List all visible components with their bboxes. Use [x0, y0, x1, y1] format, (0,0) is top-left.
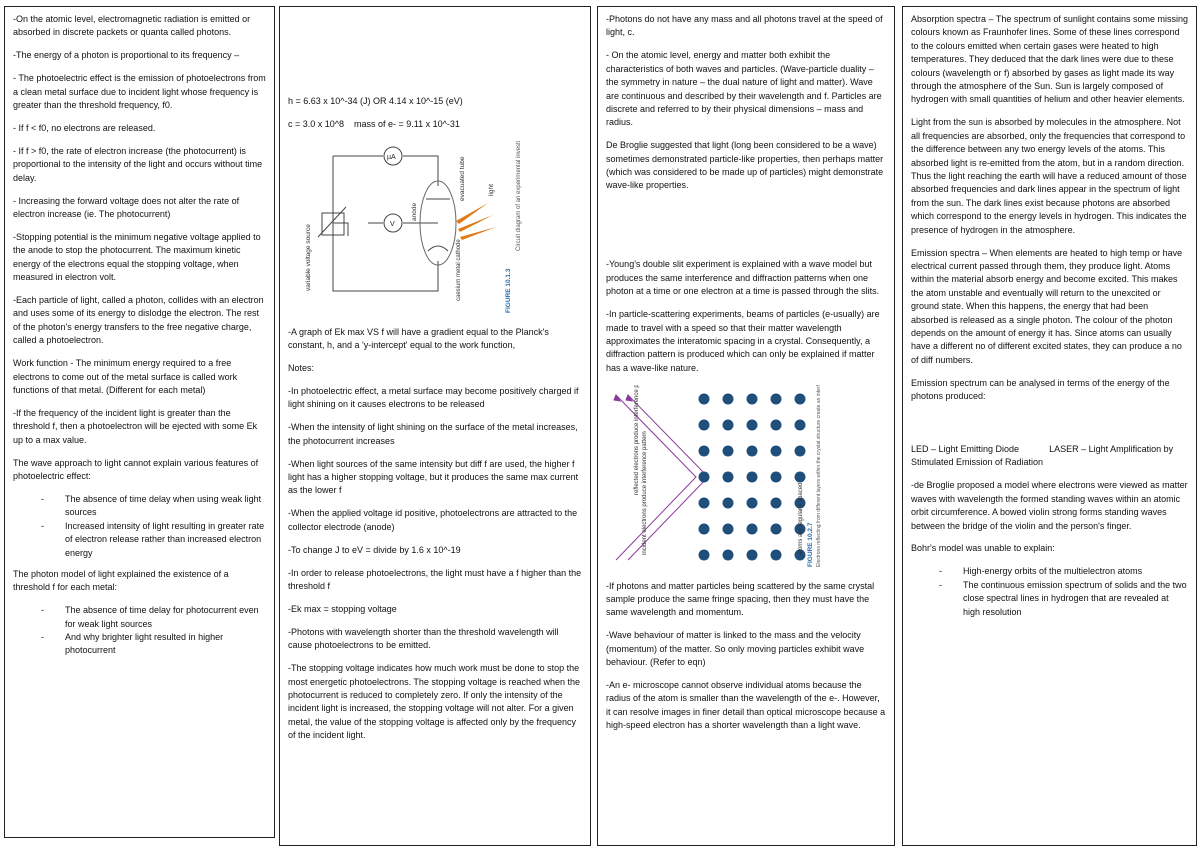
column-2 — [279, 6, 591, 846]
paragraph: Absorption spectra – The spectrum of sunlight contains some missing colours known as Fraunhofer lines. Some of these lines correspond to the colours emitted when certain gases were heated to high temperatures. They deduced that the dark lines were due to these colours (wavelength or f) absorbed by gases as light made its way through the atmosphere of the Sun. Sun is largely composed of hydrogen with small quantities of helium and other heavier elements. — [911, 14, 1188, 105]
column-4 — [902, 6, 1197, 846]
bullet-list — [13, 604, 266, 658]
list-item: - Increased intensity of light resulting in greater rate of electron release rather than increased electron energy — [65, 520, 266, 560]
paragraph: -In photoelectric effect, a metal surface may become positively charged if light shining on it causes electrons to be released — [288, 386, 579, 410]
atom — [747, 497, 758, 508]
paragraph: -Wave behaviour of matter is linked to the mass and the velocity (momentum) of the matter. So only moving particles exhibit wave behaviour. (Refer to eqn) — [606, 630, 865, 668]
atom — [747, 523, 758, 534]
atom — [747, 419, 758, 430]
paragraph: -The stopping voltage indicates how much work must be done to stop the most energetic photoelectrons. The stopping voltage is reached when the photocurrent is reduced to completely zero. If only the intensity of the incident light is increased, the stopping voltage will not alter. For a given metal, the value of the stopping voltage is affected only by the frequency of the incident light. — [288, 663, 581, 741]
atom — [795, 445, 806, 456]
reflected-label: reflected electrons produce interference pattern — [634, 384, 640, 495]
paragraph: -If photons and matter particles being scattered by the same crystal sample produce the same fringe spacing, then they must have the same wavelength and momentum. — [606, 580, 875, 618]
atom — [699, 497, 710, 508]
atom — [771, 523, 782, 534]
paragraph: -A graph of Ek max VS f will have a gradient equal to the Planck's constant, h, and a 'y-intercept' equal to the work function, — [288, 326, 549, 351]
atom — [747, 549, 758, 560]
figure-caption: Electrons reflecting from different layers within the crystal structure create an interference pattern like those produced by a diffraction grating. — [816, 384, 822, 567]
atom — [699, 471, 710, 482]
anode-label: anode — [411, 202, 418, 221]
atom — [771, 393, 782, 404]
list-item: - The continuous emission spectrum of solids and the two close spectral lines in hydrogen that are revealed at high resolution — [963, 579, 1188, 619]
atom — [723, 549, 734, 560]
atom — [771, 419, 782, 430]
diffraction-diagram — [606, 385, 846, 570]
paragraph: -An e- microscope cannot observe individual atoms because the radius of the atom is smaller than the wavelength of the e-. However, it can resolve images in finer detail than optical microscope because a high-speed electron has a shorter wavelength than a light wave. — [606, 680, 886, 731]
atom — [699, 393, 710, 404]
equation: h = 6.63 x 10^-34 (J) OR 4.14 x 10^-15 (eV) — [288, 96, 463, 106]
paragraph: -When light sources of the same intensity but diff f are used, the higher f light has a higher stopping voltage, but it produces the same max current as the lower f — [288, 458, 579, 496]
atom — [795, 471, 806, 482]
atom — [747, 393, 758, 404]
bullet-list — [13, 493, 266, 560]
paragraph: The photon model of light explained the existence of a threshold f for each metal: — [13, 568, 229, 593]
atom — [747, 471, 758, 482]
column-1 — [4, 6, 275, 838]
paragraph: -In particle-scattering experiments, beams of particles (e-usually) are made to travel with a speed so that their matter wavelength approximates the interatomic spacing in a crystal. Consequently, a diffraction pattern is produced which can only be explained if matter has a wave-like nature. — [606, 309, 880, 373]
paragraph: -de Broglie proposed a model where electrons were viewed as matter waves with wavelength the formed standing waves within an atomic orbit circumference. A bowed violin strong forms standing waves between the bridge of the violin and the person's finger. — [911, 480, 1188, 531]
paragraph: - The photoelectric effect is the emission of photoelectrons from a clean metal surface due to incident light whose frequency is greater than the threshold frequency, f0. — [13, 73, 266, 111]
paragraph: LED – Light Emitting Diode LASER – Light Amplification by Stimulated Emission of Radiation — [911, 443, 1176, 468]
list-item: - The absence of time delay when using weak light sources — [65, 493, 266, 520]
paragraph: -In order to release photoelectrons, the light must have a f higher than the threshold f — [288, 567, 582, 591]
list-item: - High-energy orbits of the multielectron atoms — [963, 565, 1188, 578]
cathode-label: caesium metal cathode — [456, 239, 462, 301]
paragraph: -The energy of a photon is proportional to its frequency – — [13, 50, 240, 61]
paragraph: -Stopping potential is the minimum negative voltage applied to the anode to stop the photocurrent. The maximum kinetic energy of the electrons equal the stopping voltage, when measured in electron volt. — [13, 231, 261, 283]
atom — [723, 523, 734, 534]
list-item: - And why brighter light resulted in higher photocurrent — [65, 631, 266, 658]
paragraph: - On the atomic level, energy and matter both exhibit the characteristics of both waves and particles. (Wave-particle duality – the symmetry in nature – the dual nature of light and matter). Wave are continuous and described by their wavelength and f. Particles are discrete and referred to by their physical dimensions – mass and radius. — [606, 50, 882, 128]
paragraph: Bohr's model was unable to explain: — [911, 543, 1055, 554]
atom — [699, 445, 710, 456]
paragraph: Emission spectra – When elements are heated to high temp or have electrical current passed through them, they produce light. Atoms within the material absorb energy and become excited. This makes the atom unstable and eventually will return to the unexcited or ground state. When this happens, the energy that had been absorbed is released as a single photon. The colour of the photon depends on the amount of energy it has. Since atoms can usually have a different no of different excited states, they can produce a no of diff numbers. — [911, 247, 1183, 365]
diffraction-figure — [606, 385, 886, 572]
circuit-diagram — [288, 141, 528, 316]
paragraph: Work function - The minimum energy required to a free electrons to come out of the metal surface is called work functions of that metal. (Different for each metal) — [13, 358, 238, 395]
atom — [795, 419, 806, 430]
paragraph: -On the atomic level, electromagnetic radiation is emitted or absorbed in discrete packets or quanta called photons. — [13, 14, 251, 38]
paragraph: - Increasing the forward voltage does not alter the rate of electron increase (ie. The photocurrent) — [13, 195, 240, 219]
light-label: light — [488, 183, 495, 196]
voltmeter-label: V — [390, 220, 395, 228]
paragraph: -To change J to eV = divide by 1.6 x 10^-19 — [288, 544, 461, 555]
figure-number: FIGURE 10.1.3 — [505, 268, 512, 313]
atom — [771, 471, 782, 482]
paragraph: -Photons do not have any mass and all photons travel at the speed of light, c. — [606, 14, 883, 38]
atom — [771, 445, 782, 456]
paragraph: -Photons with wavelength shorter than the threshold wavelength will cause photoelectrons to be emitted. — [288, 626, 559, 651]
atom — [771, 497, 782, 508]
paragraph: -Ek max = stopping voltage — [288, 603, 397, 614]
figure-caption: Circuit diagram of an experimental investigation of the photoelectric effect — [516, 140, 522, 251]
atom — [699, 419, 710, 430]
paragraph: Light from the sun is absorbed by molecules in the atmosphere. Not all frequencies are absorbed, only the frequencies that correspond to the difference between any two energy levels of the atoms. This absorbed light is re-emitted from the atom, but in a random direction. Thus the light reaching the earth will have a reduced amount of those absorbed frequencies and dark lines appear in the spectrum of light from the sun. The dark lines exist because photons are absorbed which correspond to the energy levels in hydrogen. This indicates the presence of hydrogen in the atmosphere. — [911, 117, 1187, 235]
circuit-figure — [288, 141, 582, 318]
column-3 — [597, 6, 895, 846]
atom — [771, 549, 782, 560]
paragraph: The wave approach to light cannot explain various features of photoelectric effect: — [13, 457, 259, 481]
paragraph: -Each particle of light, called a photon, collides with an electron and uses some of its energy to dislodge the electron. The rest of the photon's energy transfers to the free negative charge, called a photoelectron. — [13, 295, 264, 346]
paragraph: Emission spectrum can be analysed in terms of the energy of the photons produced: — [911, 377, 1170, 402]
bullet-list — [911, 565, 1188, 619]
equation: c = 3.0 x 10^8 mass of e- = 9.11 x 10^-31 — [288, 118, 460, 129]
uA-label: µA — [387, 153, 396, 161]
incident-label: incident electrons produce interference pattern — [642, 430, 648, 555]
tube-label: evacuated tube — [459, 156, 466, 201]
atom — [699, 549, 710, 560]
paragraph: -Young's double slit experiment is explained with a wave model but produces the same interference and diffraction patterns when one photon at a time or one electron at a time is passed through the slits. — [606, 259, 880, 297]
atom — [747, 445, 758, 456]
atom — [723, 471, 734, 482]
atoms-label: atoms are regularly spaced — [798, 482, 804, 555]
atom — [699, 523, 710, 534]
paragraph: - If f > f0, the rate of electron increase (the photocurrent) is proportional to the intensity of the light and occurs without time delay. — [13, 145, 263, 183]
atom — [723, 419, 734, 430]
paragraph: -If the frequency of the incident light is greater than the threshold f, then a photoelectron will be ejected with some Ek up to a max value. — [13, 407, 258, 445]
paragraph: De Broglie suggested that light (long been considered to be a wave) sometimes demonstrated particle-like properties, then perhaps matter (which was considered to be made up of particles) might demonstrate wave-like properties. — [606, 140, 884, 191]
list-item: - The absence of time delay for photocurrent even for weak light sources — [65, 604, 266, 631]
vsource-label: variable voltage source — [305, 223, 312, 291]
paragraph: - If f < f0, no electrons are released. — [13, 122, 156, 133]
atom — [723, 393, 734, 404]
atom — [723, 497, 734, 508]
atom — [795, 393, 806, 404]
atom — [723, 445, 734, 456]
notes-heading: Notes: — [288, 363, 315, 374]
paragraph: -When the applied voltage id positive, photoelectrons are attracted to the collector electrode (anode) — [288, 508, 578, 532]
figure-number: FIGURE 10.2.7 — [807, 522, 814, 567]
paragraph: -When the intensity of light shining on the surface of the metal increases, the photocurrent increases — [288, 422, 578, 446]
